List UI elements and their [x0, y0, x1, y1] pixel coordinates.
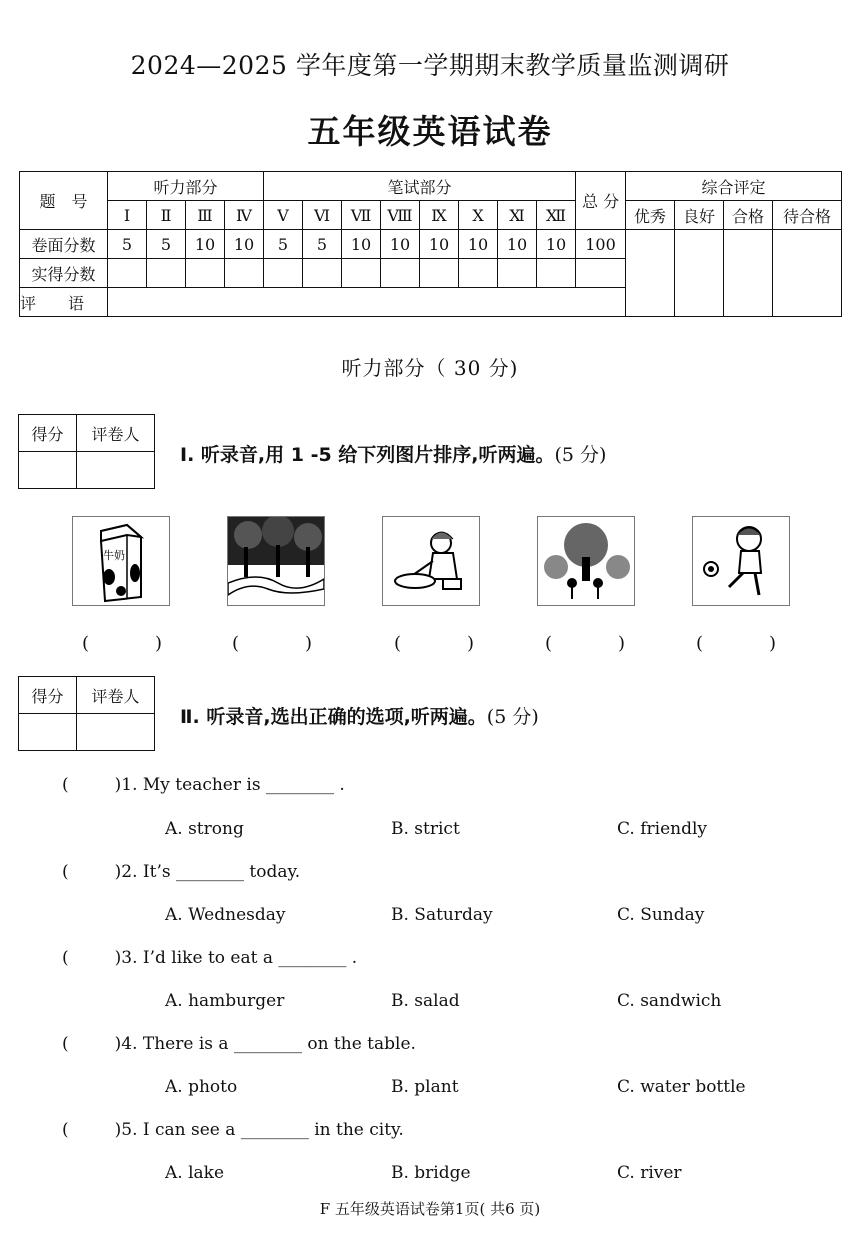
score-cell: 10 — [186, 230, 225, 259]
question-3 — [62, 948, 357, 968]
numeral-cell: Ⅲ — [186, 201, 225, 230]
blank-cell[interactable] — [147, 259, 186, 288]
row-label-comment: 评 语 — [20, 288, 108, 317]
numeral-cell: Ⅸ — [420, 201, 459, 230]
forest-river-icon — [227, 516, 325, 606]
part1-points: (5 分) — [554, 444, 607, 466]
blank-cell[interactable] — [420, 259, 459, 288]
score-cell: 10 — [498, 230, 537, 259]
option-b[interactable]: B. bridge — [391, 1163, 471, 1183]
numeral-cell: Ⅶ — [342, 201, 381, 230]
blank-cell[interactable] — [498, 259, 537, 288]
part1-heading-text: Ⅰ. 听录音,用 1 -5 给下列图片排序,听两遍。 — [180, 444, 555, 466]
header-evaluation: 综合评定 — [626, 172, 842, 201]
question-5 — [62, 1120, 404, 1140]
question-stem: )3. I’d like to eat a ________ . — [114, 948, 358, 968]
numeral-cell: Ⅱ — [147, 201, 186, 230]
answer-paren[interactable]: ( — [62, 862, 69, 882]
total-score-cell: 100 — [576, 230, 626, 259]
boy-football-icon — [692, 516, 790, 606]
grade-blank — [773, 230, 842, 317]
grade-blank — [675, 230, 724, 317]
answer-blank-4[interactable]: ( ) — [545, 633, 625, 654]
option-c[interactable]: C. river — [617, 1163, 682, 1183]
score-cell: 10 — [225, 230, 264, 259]
score-cell: 5 — [108, 230, 147, 259]
option-c[interactable]: C. water bottle — [617, 1077, 746, 1097]
option-c[interactable]: C. sandwich — [617, 991, 722, 1011]
option-b[interactable]: B. salad — [391, 991, 460, 1011]
blank-cell[interactable] — [537, 259, 576, 288]
score-cell: 10 — [342, 230, 381, 259]
grade-cell: 优秀 — [626, 201, 675, 230]
score-table — [19, 171, 842, 317]
part2-points: (5 分) — [486, 706, 539, 728]
blank-cell[interactable] — [459, 259, 498, 288]
grade-blank — [626, 230, 675, 317]
blank-cell[interactable] — [576, 259, 626, 288]
option-a[interactable]: A. strong — [165, 819, 244, 839]
answer-blank-3[interactable]: ( ) — [394, 633, 474, 654]
answer-blank-2[interactable]: ( ) — [232, 633, 312, 654]
row-label-actual: 实得分数 — [20, 259, 108, 288]
question-1 — [62, 775, 345, 795]
numeral-cell: Ⅴ — [264, 201, 303, 230]
question-stem: )1. My teacher is ________ . — [114, 775, 345, 795]
grade-blank — [724, 230, 773, 317]
blank-cell[interactable] — [108, 259, 147, 288]
grader-box-1 — [18, 414, 155, 489]
question-stem: )2. It’s ________ today. — [114, 862, 301, 882]
blank-cell[interactable] — [303, 259, 342, 288]
grade-cell: 合格 — [724, 201, 773, 230]
option-c[interactable]: C. friendly — [617, 819, 707, 839]
header-tihao: 题 号 — [20, 172, 108, 230]
score-cell: 10 — [459, 230, 498, 259]
grader-score-blank[interactable] — [19, 452, 77, 489]
option-a[interactable]: A. photo — [165, 1077, 238, 1097]
answer-paren[interactable]: ( — [62, 1120, 69, 1140]
grade-cell: 待合格 — [773, 201, 842, 230]
blank-cell[interactable] — [381, 259, 420, 288]
option-b[interactable]: B. Saturday — [391, 905, 493, 925]
grader-score-blank[interactable] — [19, 714, 77, 751]
blank-cell[interactable] — [264, 259, 303, 288]
part1-heading — [180, 440, 606, 467]
score-cell: 5 — [264, 230, 303, 259]
question-stem: )5. I can see a ________ in the city. — [114, 1120, 404, 1140]
option-c[interactable]: C. Sunday — [617, 905, 705, 925]
option-b[interactable]: B. plant — [391, 1077, 459, 1097]
grader-reviewer-blank[interactable] — [77, 714, 155, 751]
grader-score-label: 得分 — [19, 415, 77, 452]
answer-blank-5[interactable]: ( ) — [696, 633, 776, 654]
numeral-cell: Ⅷ — [381, 201, 420, 230]
blank-cell[interactable] — [342, 259, 381, 288]
answer-blank-1[interactable]: ( ) — [82, 633, 162, 654]
question-4 — [62, 1034, 416, 1054]
row-label-score: 卷面分数 — [20, 230, 108, 259]
header-listening: 听力部分 — [108, 172, 264, 201]
grade-cell: 良好 — [675, 201, 724, 230]
kids-tree-icon — [537, 516, 635, 606]
header-writing: 笔试部分 — [264, 172, 576, 201]
answer-paren[interactable]: ( — [62, 948, 69, 968]
question-stem: )4. There is a ________ on the table. — [114, 1034, 416, 1054]
blank-cell[interactable] — [186, 259, 225, 288]
score-cell: 5 — [303, 230, 342, 259]
part2-heading-text: Ⅱ. 听录音,选出正确的选项,听两遍。 — [180, 706, 487, 728]
exam-paper-title: 五年级英语试卷 — [307, 112, 553, 151]
exam-year-title: 2024—2025 学年度第一学期期末教学质量监测调研 — [130, 51, 730, 80]
grader-score-label: 得分 — [19, 677, 77, 714]
header-total: 总 分 — [576, 172, 626, 230]
option-b[interactable]: B. strict — [391, 819, 460, 839]
option-a[interactable]: A. lake — [165, 1163, 225, 1183]
grader-reviewer-label: 评卷人 — [77, 415, 155, 452]
numeral-cell: Ⅵ — [303, 201, 342, 230]
listening-section-title: 听力部分（ 30 分) — [341, 356, 519, 380]
page-footer: F 五年级英语试卷第1页( 共6 页) — [319, 1200, 541, 1218]
answer-paren[interactable]: ( — [62, 775, 69, 795]
numeral-cell: Ⅻ — [537, 201, 576, 230]
numeral-cell: Ⅳ — [225, 201, 264, 230]
grader-reviewer-label: 评卷人 — [77, 677, 155, 714]
numeral-cell: Ⅺ — [498, 201, 537, 230]
grader-box-2 — [18, 676, 155, 751]
question-2 — [62, 862, 300, 882]
numeral-cell: Ⅹ — [459, 201, 498, 230]
girl-washing-icon — [382, 516, 480, 606]
score-cell: 10 — [537, 230, 576, 259]
score-cell: 10 — [381, 230, 420, 259]
option-a[interactable]: A. hamburger — [165, 991, 285, 1011]
blank-cell[interactable] — [225, 259, 264, 288]
option-a[interactable]: A. Wednesday — [165, 905, 286, 925]
numeral-cell: Ⅰ — [108, 201, 147, 230]
grader-reviewer-blank[interactable] — [77, 452, 155, 489]
answer-paren[interactable]: ( — [62, 1034, 69, 1054]
score-cell: 10 — [420, 230, 459, 259]
milk-label: 牛奶 — [103, 549, 125, 562]
comment-cell[interactable] — [108, 288, 626, 317]
part2-heading — [180, 702, 539, 729]
milk-carton-icon — [72, 516, 170, 606]
score-cell: 5 — [147, 230, 186, 259]
